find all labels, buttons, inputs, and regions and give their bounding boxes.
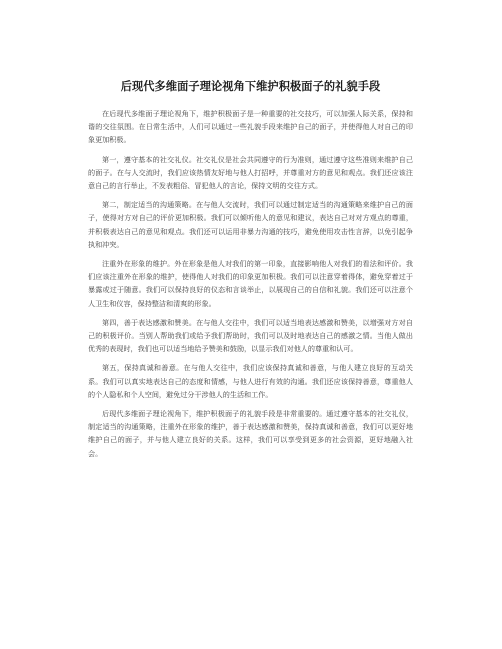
paragraph-appearance: 注重外在形象的维护。外在形象是他人对我们的第一印象，直接影响他人对我们的看法和评价。我们应该注重外在形象的维护，使得他人对我们的印象更加积极。我们可以注意穿着得体，避免穿着过于暴露或过于随意。我们可以保持良好的仪态和言谈举止，以展现自己的自信和礼貌。我们还可以注意个人卫生和仪容，保持整洁和清爽的形象。 bbox=[88, 259, 413, 308]
paragraph-communication: 第二，制定适当的沟通策略。在与他人交流时，我们可以通过制定适当的沟通策略来维护自己的面子，使得对方对自己的评价更加积极。我们可以倾听他人的意见和建议，表达自己对对方观点的尊重，并积极表达自己的意见和观点。我们还可以运用非暴力沟通的技巧，避免使用攻击性言辞，以免引起争执和冲突。 bbox=[88, 200, 413, 249]
paragraph-gratitude: 第四，善于表达感激和赞美。在与他人交往中，我们可以适当地表达感激和赞美，以增强对方对自己的积极评价。当别人帮助我们或给予我们帮助时，我们可以及时地表达自己的感激之情。当他人做出优秀的表现时，我们也可以适当地给予赞美和鼓励，以显示我们对他人的尊重和认可。 bbox=[88, 317, 413, 354]
paragraph-sincerity: 第五，保持真诚和善意。在与他人交往中，我们应该保持真诚和善意，与他人建立良好的互动关系。我们可以真实地表达自己的态度和情感，与他人进行有效的沟通。我们还应该保持善意，尊重他人的个人隐私和个人空间，避免过分干涉他人的生活和工作。 bbox=[88, 363, 413, 399]
paragraph-conclusion: 后现代多维面子理论视角下，维护积极面子的礼貌手段是非常重要的。通过遵守基本的社交礼仪，制定适当的沟通策略，注重外在形象的维护，善于表达感激和赞美，保持真诚和善意，我们可以更好地维护自己的面子，并与他人建立良好的关系。这样，我们可以享受到更多的社会资源，更好地融入社会。 bbox=[88, 409, 413, 458]
paragraph-etiquette: 第一，遵守基本的社交礼仪。社交礼仪是社会共同遵守的行为准则，通过遵守这些准则来维护自己的面子。在与人交流时，我们应该热情友好地与他人打招呼，并尊重对方的意见和观点。我们还应该注意自己的言行举止，不发表粗俗、冒犯他人的言论，保持文明的交往方式。 bbox=[88, 154, 413, 191]
document-page bbox=[88, 80, 413, 466]
paragraph-intro: 在后现代多维面子理论视角下，维护积极面子是一种重要的社交技巧，可以加强人际关系，保持和谐的交往氛围。在日常生活中，人们可以通过一些礼貌手段来维护自己的面子，并使得他人对自己的印象更加积极。 bbox=[88, 109, 413, 145]
document-title: 后现代多维面子理论视角下维护积极面子的礼貌手段 bbox=[120, 80, 381, 93]
